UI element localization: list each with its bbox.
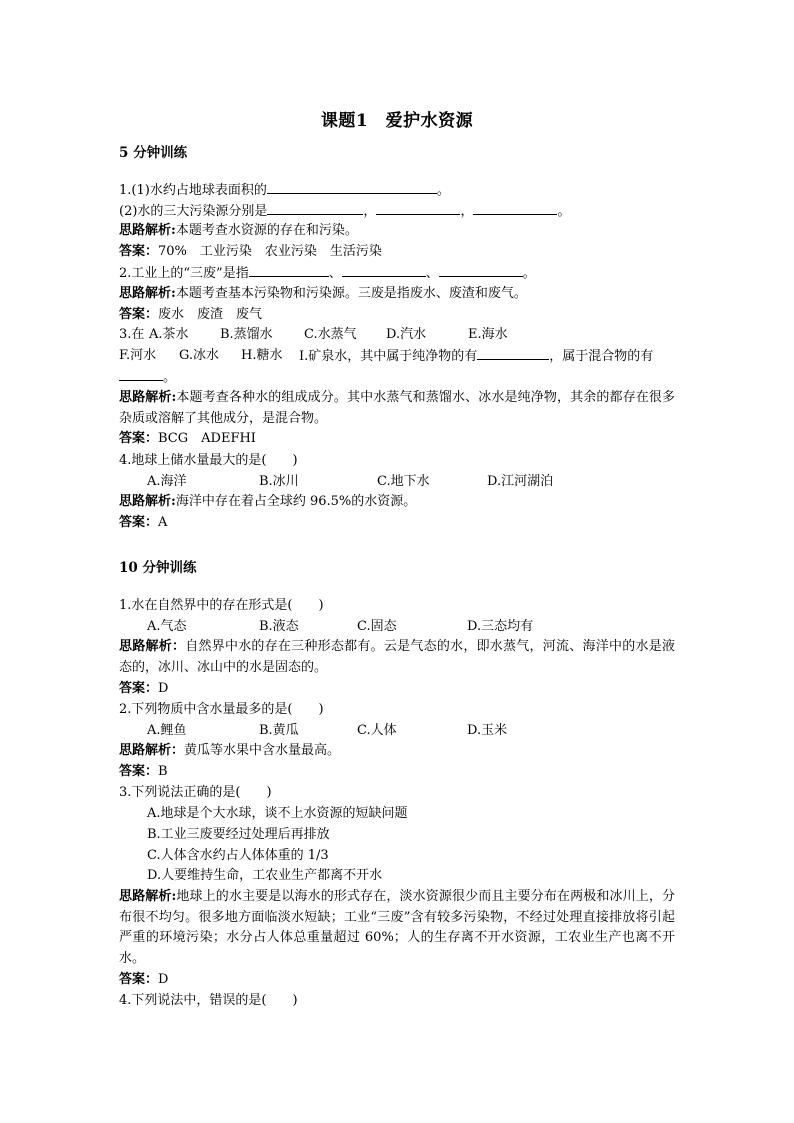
page-title: 课题1 爱护水资源 xyxy=(320,111,474,131)
option: B.液态 xyxy=(259,619,299,634)
s1-q3-line3: 。 xyxy=(119,367,679,388)
option: E.海水 xyxy=(468,327,508,342)
s1-q3-analysis: 思路解析:本题考查各种水的组成成分。其中水蒸气和蒸馏水、冰水是纯净物，其余的都存在很多杂质或溶解了其他成分，是混合物。 xyxy=(119,390,675,426)
s1-q4-analysis: 思路解析:海洋中存在着占全球约 96.5%的水资源。 xyxy=(119,494,417,509)
s1-q4: 4.地球上储水量最大的是( ) xyxy=(119,453,298,468)
option: A.鲤鱼 xyxy=(147,723,187,738)
option: G.冰水 xyxy=(179,348,220,363)
section-heading-5min: 5 分钟训练 xyxy=(119,145,188,161)
s1-q1-line2: (2)水的三大污染源分别是 ， ， 。 xyxy=(119,201,679,222)
option: D.玉米 xyxy=(467,723,508,738)
option: D.三态均有 xyxy=(467,619,534,634)
document-page: 课题1 爱护水资源 5 分钟训练 1.(1)水约占地球表面积的 。 (2)水的三大污染源分别是 ， ， 。 思路解析:本题考查水资源的存在和污染。 答案：70% 工业污染 农业污染 生活污染 2.工业上的“三废”是指 、 、 。 思路解析:本题考查基本污染物和污染源。三废是指废水、废渣和废气。 答案：废水 废渣 废气 3.在 A.茶水 B.蒸馏水 C.水蒸气 D.汽水 E.海水 F.河水 G.冰水 H.糖水 I.矿泉水，其中属于纯净物的有 ，属于混合物的有 。 思路解析:本题考查各种水的组成成分。其中水蒸气和蒸馏水、冰水是纯净物，其余的都存在很多杂质或溶解了其他成分，是混合物。 答案：BCG ADEFHI 4.地球上储水量最大的是( ) A.海洋 B.冰川 C.地下水 D.江河湖泊 思路解析:海洋中存在着占全球约 96.5%的水资源。 答案：A 10 分钟训练 1.水在自然界中的存在形式是( ) A.气态 B.液态 C.固态 D.三态均有 思路解析：自然界中水的存在三种形态都有。云是气态的水，即水蒸气，河流、海洋中的水是液态的，冰川、冰山中的水是固态的。 答案：D 2.下列物质中含水量最多的是( ) A.鲤鱼 B.黄瓜 C.人体 D.玉米 思路解析：黄瓜等水果中含水量最高。 答案：B 3.下列说法正确的是( ) A.地球是个大水球，谈不上水资源的短缺问题 B.工业三废要经过处理后再排放 C.人体含水约占人体体重的 1/3 D.人要维持生命，工农业生产都离不开水 思路解析:地球上的水主要是以海水的形式存在，淡水资源很少而且主要分布在两极和冰川上，分布很不均匀。很多地方面临淡水短缺；工业“三废”含有较多污染物，不经过处理直接排放将引起严重的环境污染；水分占人体总重量超过 60%；人的生存离不开水资源，工农业生产也离不开水。 答案：D 4.下列说法中，错误的是( ) xyxy=(0,0,794,1123)
s2-q2-answer: 答案：B xyxy=(119,764,168,779)
answer-blank xyxy=(267,180,437,194)
s1-q1-text: 1.(1)水约占地球表面积的 xyxy=(119,183,267,198)
answer-blank xyxy=(473,201,557,215)
s1-q2-answer: 答案：废水 废渣 废气 xyxy=(119,307,263,322)
s1-q1-analysis: 思路解析:本题考查水资源的存在和污染。 xyxy=(119,223,358,238)
option: A.海洋 xyxy=(147,474,187,489)
s2-q3-analysis: 思路解析:地球上的水主要是以海水的形式存在，淡水资源很少而且主要分布在两极和冰川上，分布很不均匀。很多地方面临淡水短缺；工业“三废”含有较多污染物，不经过处理直接排放将引起严重的环境污染；水分占人体总重量超过 60%；人的生存离不开水资源，工农业生产也离不开水。 xyxy=(119,889,675,966)
s1-q2: 2.工业上的“三废”是指 、 、 。 xyxy=(119,263,679,284)
option: D.汽水 xyxy=(386,327,427,342)
option: C.人体含水约占人体体重的 1/3 xyxy=(147,848,329,863)
answer-blank xyxy=(477,346,549,360)
s2-q1: 1.水在自然界中的存在形式是( ) xyxy=(119,598,324,613)
s1-q4-answer: 答案：A xyxy=(119,515,168,530)
option: D.江河湖泊 xyxy=(487,474,554,489)
s2-q2: 2.下列物质中含水量最多的是( ) xyxy=(119,702,324,717)
option: A.茶水 xyxy=(149,327,189,342)
option: B.黄瓜 xyxy=(259,723,299,738)
s1-q2-analysis: 思路解析:本题考查基本污染物和污染源。三废是指废水、废渣和废气。 xyxy=(119,286,527,301)
s1-q3-answer: 答案：BCG ADEFHI xyxy=(119,431,256,446)
option: H.糖水 xyxy=(241,348,283,363)
option: B.冰川 xyxy=(259,474,299,489)
option: A.地球是个大水球，谈不上水资源的短缺问题 xyxy=(147,806,408,821)
answer-blank xyxy=(439,263,523,277)
option: C.人体 xyxy=(357,723,397,738)
answer-blank xyxy=(249,263,329,277)
s1-q1-answer: 答案：70% 工业污染 农业污染 生活污染 xyxy=(119,244,382,259)
option: C.固态 xyxy=(357,619,397,634)
option: B.蒸馏水 xyxy=(220,327,273,342)
s2-q1-answer: 答案：D xyxy=(119,681,169,696)
s2-q3-answer: 答案：D xyxy=(119,972,169,987)
s2-q1-analysis: 思路解析：自然界中水的存在三种形态都有。云是气态的水，即水蒸气，河流、海洋中的水是液态的，冰川、冰山中的水是固态的。 xyxy=(119,639,675,675)
s2-q2-analysis: 思路解析：黄瓜等水果中含水量最高。 xyxy=(119,743,341,758)
answer-blank xyxy=(342,263,426,277)
answer-blank xyxy=(267,201,363,215)
option: B.工业三废要经过处理后再排放 xyxy=(147,827,330,842)
s2-q4: 4.下列说法中，错误的是( ) xyxy=(119,993,298,1008)
s1-q1-line1: 1.(1)水约占地球表面积的 。 xyxy=(119,180,679,201)
option: A.气态 xyxy=(147,619,187,634)
option: C.地下水 xyxy=(377,474,430,489)
answer-blank xyxy=(376,201,460,215)
option: D.人要维持生命，工农业生产都离不开水 xyxy=(147,868,383,883)
option: C.水蒸气 xyxy=(304,327,357,342)
s2-q3: 3.下列说法正确的是( ) xyxy=(119,785,272,800)
answer-blank xyxy=(119,367,163,381)
option: F.河水 xyxy=(119,348,157,363)
section-heading-10min: 10 分钟训练 xyxy=(119,560,197,576)
s1-q3-line1: 3.在 A.茶水 B.蒸馏水 C.水蒸气 D.汽水 E.海水 xyxy=(119,325,679,345)
